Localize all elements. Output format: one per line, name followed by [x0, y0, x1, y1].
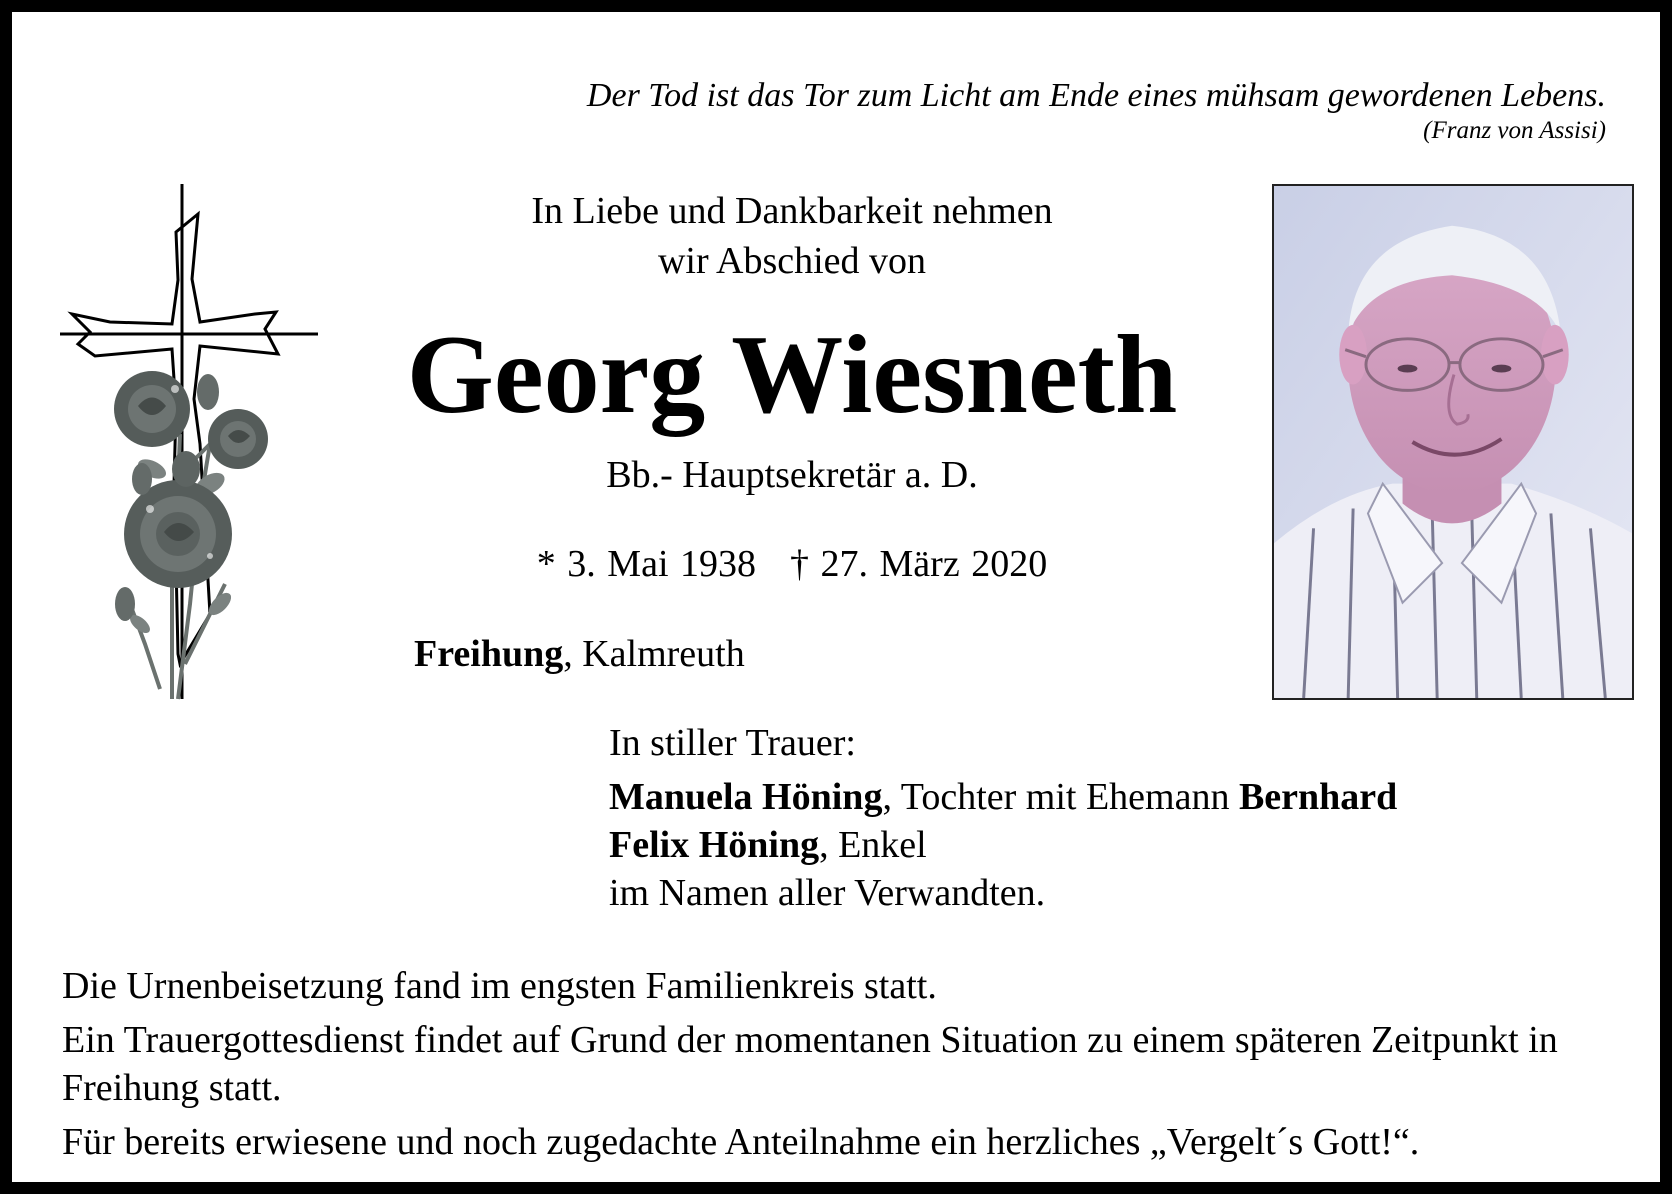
motto-author: (Franz von Assisi)	[1423, 117, 1606, 144]
portrait-photo	[1272, 184, 1634, 700]
note-burial: Die Urnenbeisetzung fand im engsten Familienkreis statt.	[62, 965, 937, 1007]
birth-date: * 3. Mai 1938	[536, 543, 757, 585]
mourner-daughter-name: Manuela Höning	[609, 776, 883, 818]
mourner-grandson-name: Felix Höning	[609, 824, 820, 866]
deceased-title: Bb.- Hauptsekretär a. D.	[606, 454, 978, 496]
mourner-grandson-relation: , Enkel	[819, 824, 927, 866]
intro-line-2: wir Abschied von	[657, 240, 927, 282]
intro-line-1: In Liebe und Dankbarkeit nehmen	[531, 190, 1053, 232]
residence-town: Freihung	[414, 633, 564, 675]
motto	[587, 76, 1606, 146]
notes-block	[62, 962, 1642, 1166]
life-dates	[392, 539, 1192, 589]
residence	[414, 629, 745, 679]
deceased-name: Georg Wiesneth	[406, 313, 1178, 437]
mourner-line-3: im Namen aller Verwandten.	[609, 872, 1046, 914]
note-service: Ein Trauergottesdienst findet auf Grund der momentanen Situation zu einem späteren Zeitpunkt in Freihung statt.	[62, 1019, 1558, 1109]
intro-text	[392, 186, 1192, 286]
note-thanks: Für bereits erwiesene und noch zugedachte Anteilnahme ein herzliches „Vergelt´s Gott!“.	[62, 1121, 1420, 1163]
mourner-line-1	[609, 773, 1397, 821]
cross-with-roses-icon	[60, 184, 320, 729]
mourner-line-2	[609, 821, 1397, 869]
residence-district: , Kalmreuth	[563, 633, 745, 675]
mourner-daughter-relation: , Tochter mit Ehemann	[882, 776, 1239, 818]
motto-quote: Der Tod ist das Tor zum Licht am Ende eines mühsam gewordenen Lebens.	[586, 77, 1606, 114]
mourners-block	[609, 719, 1397, 917]
mourner-son-in-law-name: Bernhard	[1238, 776, 1398, 818]
mourners-heading: In stiller Trauer:	[609, 722, 856, 764]
death-date: † 27. März 2020	[790, 543, 1048, 585]
